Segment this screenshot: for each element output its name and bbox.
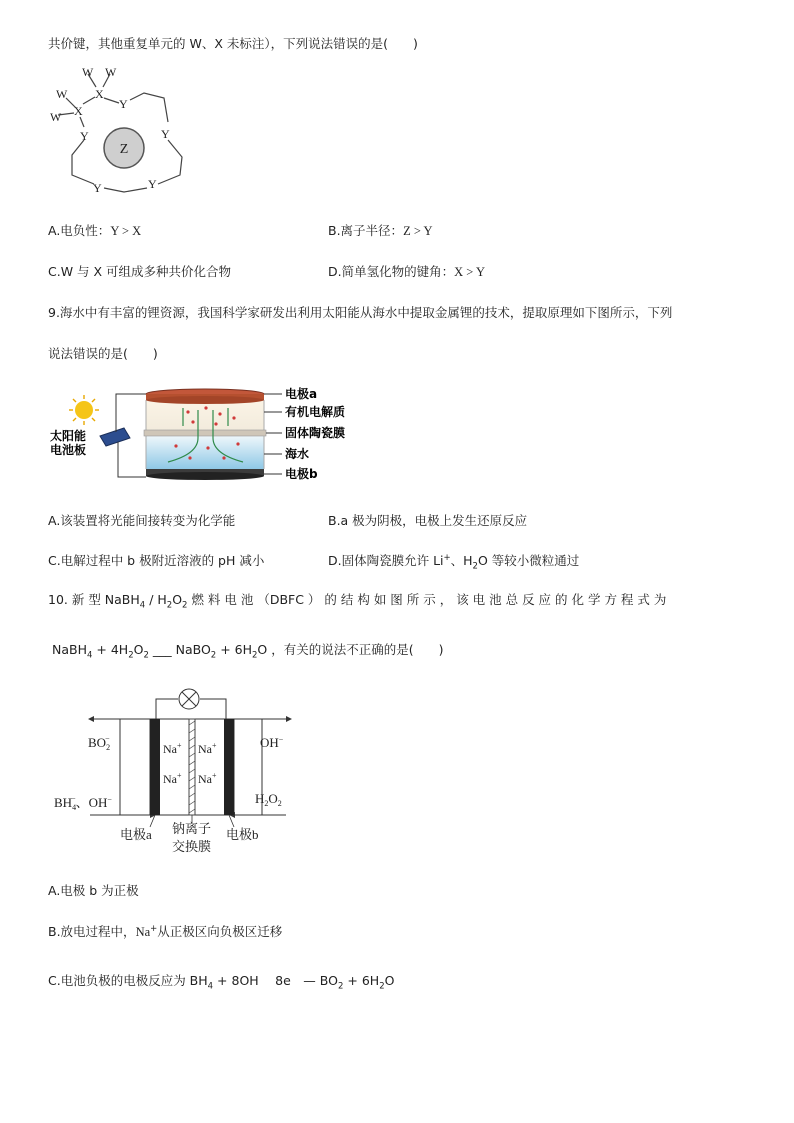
option-c-mid: + 6H xyxy=(343,973,380,988)
q8-option-d[interactable] xyxy=(328,264,485,280)
superscript: + xyxy=(443,552,451,563)
atom-w-label: W xyxy=(105,65,117,79)
subscript: 2 xyxy=(379,981,385,992)
solar-panel-label-2: 电池板 xyxy=(50,443,87,457)
stem-part: O xyxy=(172,592,183,607)
atom-z-label: Z xyxy=(119,142,129,157)
subscript: 2 xyxy=(252,650,258,661)
na-ion-label: Na+ xyxy=(198,741,217,756)
subscript: 2 xyxy=(143,650,149,661)
sun-icon xyxy=(69,395,99,425)
atom-y-label: Y xyxy=(93,181,102,195)
q10-equation-line xyxy=(52,642,444,661)
stem-part: 燃 料 电 池 （DBFC ） 的 结 构 如 图 所 示 ， 该 电 池 总 反 应 的 化 学 方 程 式 为 xyxy=(187,592,667,607)
membrane-label-2: 交换膜 xyxy=(172,839,212,854)
subscript: 4 xyxy=(87,650,93,661)
q9-option-b[interactable]: B.a 极为阴极，电极上发生还原反应 xyxy=(328,513,528,528)
q8-option-a[interactable] xyxy=(48,223,141,239)
atom-x-label: X xyxy=(74,104,83,118)
q9-option-a[interactable]: A.该装置将光能间接转变为化学能 xyxy=(48,513,236,528)
bo2-label: $BO_2-$ xyxy=(88,734,111,752)
stem-part: 10. 新 型 NaBH xyxy=(48,592,140,607)
bh4-oh-label: $BH_4-$、OH− xyxy=(54,794,112,812)
solar-panel-icon xyxy=(100,428,130,446)
eq-part: O xyxy=(257,642,268,657)
q8-stem-tail: 共价键，其他重复单元的 W、X 未标注），下列说法错误的是( ) xyxy=(48,36,418,51)
option-b-text: B.离子半径： xyxy=(328,223,404,238)
q9-stem-line2: 说法错误的是( ) xyxy=(48,346,158,361)
h2o2-label: $H_2O_2$ xyxy=(255,791,282,808)
electrode-b-label: 电极b xyxy=(285,467,318,481)
q10-fuel-cell-figure xyxy=(50,685,310,860)
total-equation xyxy=(52,642,271,661)
option-c-mid: + 8OH 8e — BO xyxy=(213,973,338,988)
q8-ring-structure-figure xyxy=(44,60,204,200)
subscript: 2 xyxy=(472,561,478,572)
subscript: 2 xyxy=(182,600,188,611)
q9-electrolysis-figure xyxy=(48,382,368,492)
option-d-suffix: O 等较小微粒通过 xyxy=(477,553,580,568)
subscript: 4 xyxy=(207,981,214,992)
option-b-na: Na xyxy=(135,925,151,939)
electrode-a-label: 电极a xyxy=(285,387,318,401)
subscript: 2 xyxy=(210,650,217,661)
q9-option-c[interactable]: C.电解过程中 b 极附近溶液的 pH 减小 xyxy=(48,553,265,568)
eq-part: O xyxy=(133,642,144,657)
q10-option-b[interactable] xyxy=(48,924,282,940)
atom-w-label: W xyxy=(50,110,62,124)
subscript: 4 xyxy=(139,600,146,611)
subscript: 2 xyxy=(166,600,173,611)
option-d-text: D.简单氢化物的键角： xyxy=(328,264,455,279)
option-a-expr: Y > X xyxy=(110,224,142,238)
oh-label: OH− xyxy=(260,735,284,750)
subscript: 2 xyxy=(337,981,344,992)
q8-option-c[interactable]: C.W 与 X 可组成多种共价化合物 xyxy=(48,264,232,279)
atom-y-label: Y xyxy=(148,177,157,191)
eq-part: + 6H xyxy=(216,642,252,657)
superscript: + xyxy=(150,923,158,934)
q10-option-a[interactable]: A.电极 b 为正极 xyxy=(48,883,139,898)
option-b-expr: Z > Y xyxy=(403,224,433,238)
eq-part: + 4H xyxy=(92,642,129,657)
atom-x-label: X xyxy=(95,87,104,101)
electrode-a-plate xyxy=(150,719,160,815)
eq-part: NaBH xyxy=(52,642,87,657)
option-d-expr: X > Y xyxy=(454,265,485,279)
atom-y-label: Y xyxy=(80,129,89,143)
subscript: 2 xyxy=(128,650,134,661)
q10-stem-line1 xyxy=(48,592,667,611)
option-c-end: O xyxy=(384,973,395,988)
organic-electrolyte-label: 有机电解质 xyxy=(285,405,346,419)
atom-y-label: Y xyxy=(119,97,128,111)
option-c-prefix: C.电池负极的电极反应为 BH xyxy=(48,973,208,988)
na-ion-label: Na+ xyxy=(198,771,217,786)
option-b-prefix: B.放电过程中， xyxy=(48,924,136,939)
option-d-text: D.固体陶瓷膜允许 Li xyxy=(328,553,444,568)
electrode-a-label: 电极a xyxy=(120,827,152,842)
q10-stem-line2-tail: ，有关的说法不正确的是( ) xyxy=(271,642,444,657)
option-a-text: A.电负性： xyxy=(48,223,111,238)
atom-w-label: W xyxy=(82,65,94,79)
na-ion-label: Na+ xyxy=(163,771,182,786)
option-d-mid: 、H xyxy=(450,553,473,568)
atom-y-label: Y xyxy=(161,127,170,141)
seawater-label: 海水 xyxy=(285,447,310,461)
option-b-suffix: 从正极区向负极区迁移 xyxy=(157,924,283,939)
na-ion-label: Na+ xyxy=(163,741,182,756)
solar-panel-label-1: 太阳能 xyxy=(50,429,87,443)
electrode-b-label: 电极b xyxy=(226,827,259,842)
eq-part: ___ NaBO xyxy=(148,642,211,657)
ceramic-membrane-label: 固体陶瓷膜 xyxy=(285,426,346,440)
q9-stem-line1: 9.海水中有丰富的锂资源，我国科学家研发出利用太阳能从海水中提取金属锂的技术，提取原理如下图所示，下列 xyxy=(48,305,673,320)
atom-w-label: W xyxy=(56,87,68,101)
q10-option-c[interactable] xyxy=(48,973,395,992)
electrode-b-plate xyxy=(224,719,234,815)
q8-option-b[interactable] xyxy=(328,223,433,239)
q9-option-d[interactable] xyxy=(328,552,580,572)
stem-part: / H xyxy=(145,592,167,607)
membrane-label-1: 钠离子 xyxy=(172,821,212,836)
